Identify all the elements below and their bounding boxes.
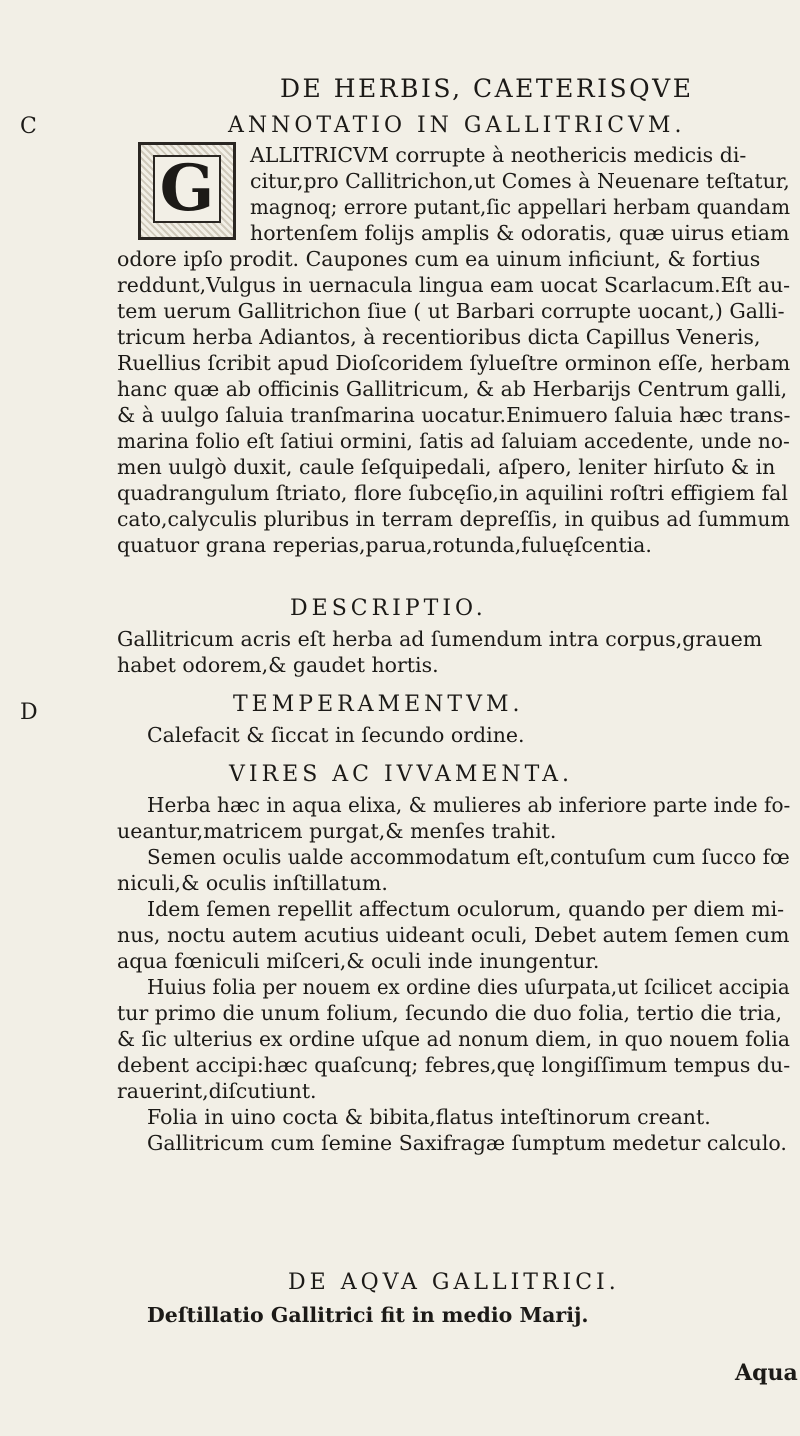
text-line: ueantur,matricem purgat,& menſes trahit. xyxy=(117,819,557,843)
text-line: tricum herba Adiantos, à recentioribus dicta Capillus Veneris, xyxy=(117,325,761,349)
text-line: Idem ſemen repellit affectum oculorum, quando per diem mi- xyxy=(147,897,785,921)
text-line: hortenſem folijs amplis & odoratis, quæ uirus etiam xyxy=(250,221,790,245)
text-line: magnoq; errore putant,ſic appellari herbam quandam xyxy=(250,195,791,219)
text-line: hanc quæ ab officinis Gallitricum, & ab Herbarijs Centrum galli, xyxy=(117,377,788,401)
text-line: Gallitricum cum ſemine Saxifragæ ſumptum medetur calculo. xyxy=(147,1131,787,1155)
heading-descriptio: DESCRIPTIO. xyxy=(290,596,487,621)
text-line: debent accipi:hæc quaſcunq; febres,quę longiſſimum tempus du- xyxy=(117,1053,791,1077)
text-line: nus, noctu autem acutius uideant oculi, Debet autem ſemen cum xyxy=(117,923,790,947)
text-line: Herba hæc in aqua elixa, & mulieres ab inferiore parte inde fo- xyxy=(147,793,791,817)
text-line: habet odorem,& gaudet hortis. xyxy=(117,653,439,677)
heading-temperamentum: TEMPERAMENTVM. xyxy=(233,692,524,717)
text-line: reddunt,Vulgus in uernacula lingua eam uocat Scarlacum.Eſt au- xyxy=(117,273,791,297)
text-line: marina folio eſt ſatiui ormini, ſatis ad ſaluiam accedente, unde no- xyxy=(117,429,790,453)
margin-letter-d: D xyxy=(20,700,39,725)
text-line: Deſtillatio Gallitrici fit in medio Marij. xyxy=(147,1303,589,1327)
text-line: Folia in uino cocta & bibita,flatus inteſtinorum creant. xyxy=(147,1105,711,1129)
text-line: tem uerum Gallitrichon ſiue ( ut Barbari corrupte uocant,) Galli- xyxy=(117,299,785,323)
text-line: ALLITRICVM corrupte à neothericis medicis di- xyxy=(250,143,747,167)
running-head: DE HERBIS, CAETERISQVE xyxy=(280,74,694,103)
text-line: Huius folia per nouem ex ordine dies uſurpata,ut ſcilicet accipia xyxy=(147,975,790,999)
text-line: rauerint,diſcutiunt. xyxy=(117,1079,317,1103)
initial-frame xyxy=(153,151,221,226)
text-line: citur,pro Callitrichon,ut Comes à Neuenare teſtatur, xyxy=(250,169,790,193)
text-line: quadrangulum ſtriato, flore ſubcęſio,in aquilini roſtri effigiem fal xyxy=(117,481,788,505)
text-line: Semen oculis ualde accommodatum eſt,contuſum cum ſucco fœ xyxy=(147,845,790,869)
text-line: men uulgò duxit, caule ſeſquipedali, aſpero, leniter hirſuto & in xyxy=(117,455,776,479)
margin-letter-c: C xyxy=(20,114,38,139)
section-title: ANNOTATIO IN GALLITRICVM. xyxy=(228,113,686,138)
initial-letter: G xyxy=(159,151,215,226)
text-line: Calefacit & ſiccat in ſecundo ordine. xyxy=(147,723,525,747)
text-line: odore ipſo prodit. Caupones cum ea uinum inficiunt, & fortius xyxy=(117,247,761,271)
heading-aqua: DE AQVA GALLITRICI. xyxy=(288,1270,620,1295)
text-line: cato,calyculis pluribus in terram depreſſis, in quibus ad ſummum xyxy=(117,507,790,531)
text-line: niculi,& oculis inſtillatum. xyxy=(117,871,388,895)
text-line: aqua fœniculi miſceri,& oculi inde inungentur. xyxy=(117,949,600,973)
text-line: & à uulgo ſaluia tranſmarina uocatur.Enimuero ſaluia hæc trans- xyxy=(117,403,791,427)
text-line: Ruellius ſcribit apud Dioſcoridem ſylueſtre orminon eſſe, herbam xyxy=(117,351,791,375)
text-line: & ſic ulterius ex ordine uſque ad nonum diem, in quo nouem folia xyxy=(117,1027,790,1051)
decorated-initial xyxy=(138,142,236,240)
heading-vires: VIRES AC IVVAMENTA. xyxy=(229,762,574,787)
catchword: Aqua xyxy=(735,1360,798,1386)
text-line: tur primo die unum folium, ſecundo die duo folia, tertio die tria, xyxy=(117,1001,783,1025)
text-line: quatuor grana reperias,parua,rotunda,fuluęſcentia. xyxy=(117,533,652,557)
text-line: Gallitricum acris eſt herba ad ſumendum intra corpus,grauem xyxy=(117,627,763,651)
